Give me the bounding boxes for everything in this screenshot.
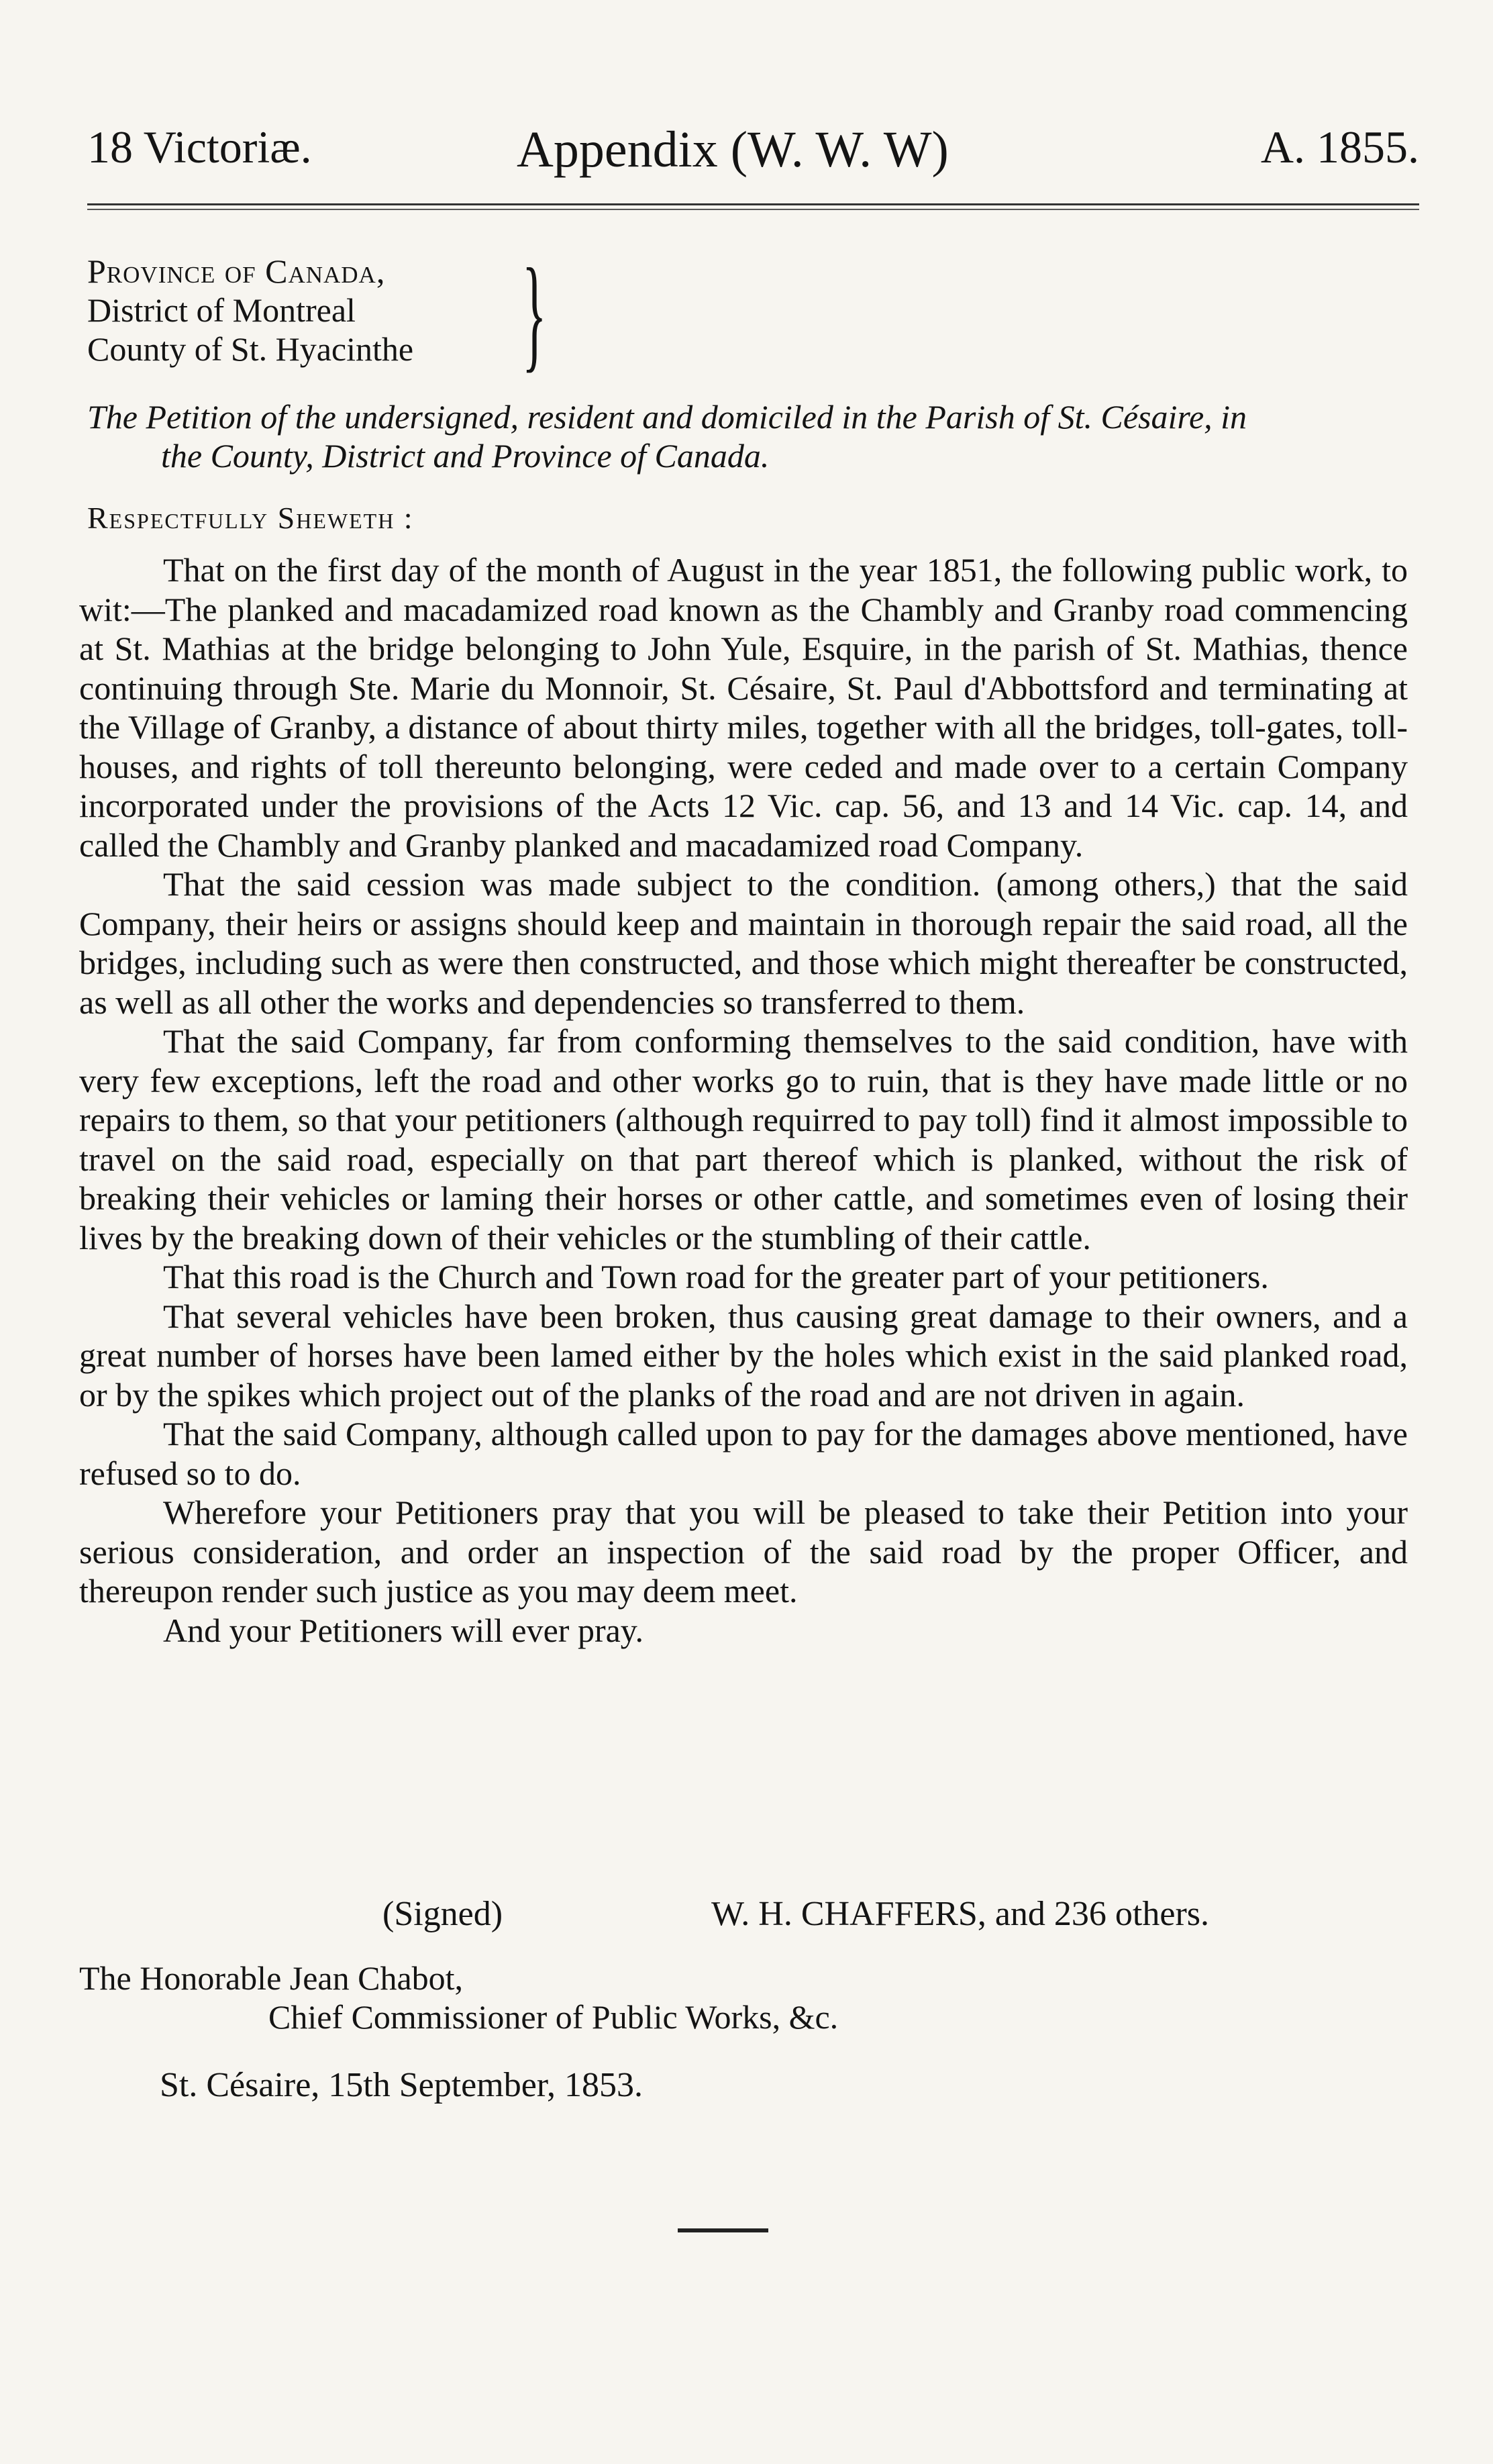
paragraph: That on the first day of the month of August in the year 1851, the following public work, to wit:—The planked and macadamized road known as the Chambly and Granby road commencing at St. Mathias at the bridge belonging to John Yule, Esquire, in the parish of St. Mathias, thence continuing through Ste. Marie du Monnoir, St. Césaire, St. Paul d'Abbottsford and terminating at the Village of Granby, a distance of about thirty miles, together with all the bridges, toll-gates, toll-houses, and rights of toll thereunto belonging, were ceded and made over to a certain Company incorporated under the provisions of the Acts 12 Vic. cap. 56, and 13 and 14 Vic. cap. 14, and called the Chambly and Granby planked and macadamized road Company.: [79, 551, 1408, 864]
petition-body: [79, 550, 1408, 1650]
province-block: [87, 252, 413, 368]
petition-title-line-1: The Petition of the undersigned, resident and domiciled in the Parish of St. Césaire, in: [87, 398, 1247, 436]
header-rule: [87, 203, 1419, 210]
signed-label: (Signed): [382, 1895, 503, 1933]
addressee-title: Chief Commissioner of Public Works, &c.: [268, 1998, 839, 2036]
addressee-name: The Honorable Jean Chabot,: [79, 1959, 464, 1997]
session-label: 18 Victoriæ.: [87, 121, 312, 173]
paragraph: That the said cession was made subject to the condition. (among others,) that the said Company, their heirs or assigns should keep and maintain in thorough repair the said road, all the bridges, including such as were then constructed, and those which might thereafter be constructed, as well as all other the works and dependencies so transferred to them.: [79, 865, 1408, 1021]
brace-symbol: }: [522, 243, 547, 384]
salutation: Respectfully Sheweth :: [87, 501, 414, 535]
province-line: Province of Canada,: [87, 252, 386, 290]
county-line: County of St. Hyacinthe: [87, 330, 414, 368]
paragraph: Wherefore your Petitioners pray that you will be pleased to take their Petition into your serious consideration, and order an inspection of the said road by the proper Officer, and thereupon render such justice as you may deem meet.: [79, 1493, 1408, 1610]
paragraph: That several vehicles have been broken, thus causing great damage to their owners, and a great number of horses have been lamed either by the holes which exist in the said planked road, or by the spikes which project out of the planks of the road and are not driven in again.: [79, 1297, 1408, 1414]
appendix-title: Appendix (W. W. W): [517, 121, 949, 178]
year-label: A. 1855.: [1260, 121, 1419, 173]
petition-title: [87, 397, 1402, 475]
district-line: District of Montreal: [87, 291, 356, 329]
paragraph: That this road is the Church and Town road for the greater part of your petitioners.: [163, 1258, 1269, 1295]
place-date: St. Césaire, 15th September, 1853.: [160, 2066, 643, 2104]
paragraph: That the said Company, far from conforming themselves to the said condition, have with very few exceptions, left the road and other works go to ruin, that is they have made little or no repairs to them, so that your petitioners (although requirred to pay toll) find it almost impossible to travel on the said road, especially on that part thereof which is planked, without the risk of breaking their vehicles or laming their horses or other cattle, and sometimes even of losing their lives by the breaking down of their vehicles or the stumbling of their cattle.: [79, 1022, 1408, 1256]
paragraph: That the said Company, although called upon to pay for the damages above mentioned, have refused so to do.: [79, 1415, 1408, 1492]
signer-name: W. H. CHAFFERS, and 236 others.: [711, 1895, 1210, 1933]
petition-title-line-2: the County, District and Province of Canada.: [161, 437, 770, 475]
page-header: [87, 121, 1419, 188]
paragraph: And your Petitioners will ever pray.: [163, 1611, 644, 1649]
end-rule: [678, 2228, 768, 2232]
